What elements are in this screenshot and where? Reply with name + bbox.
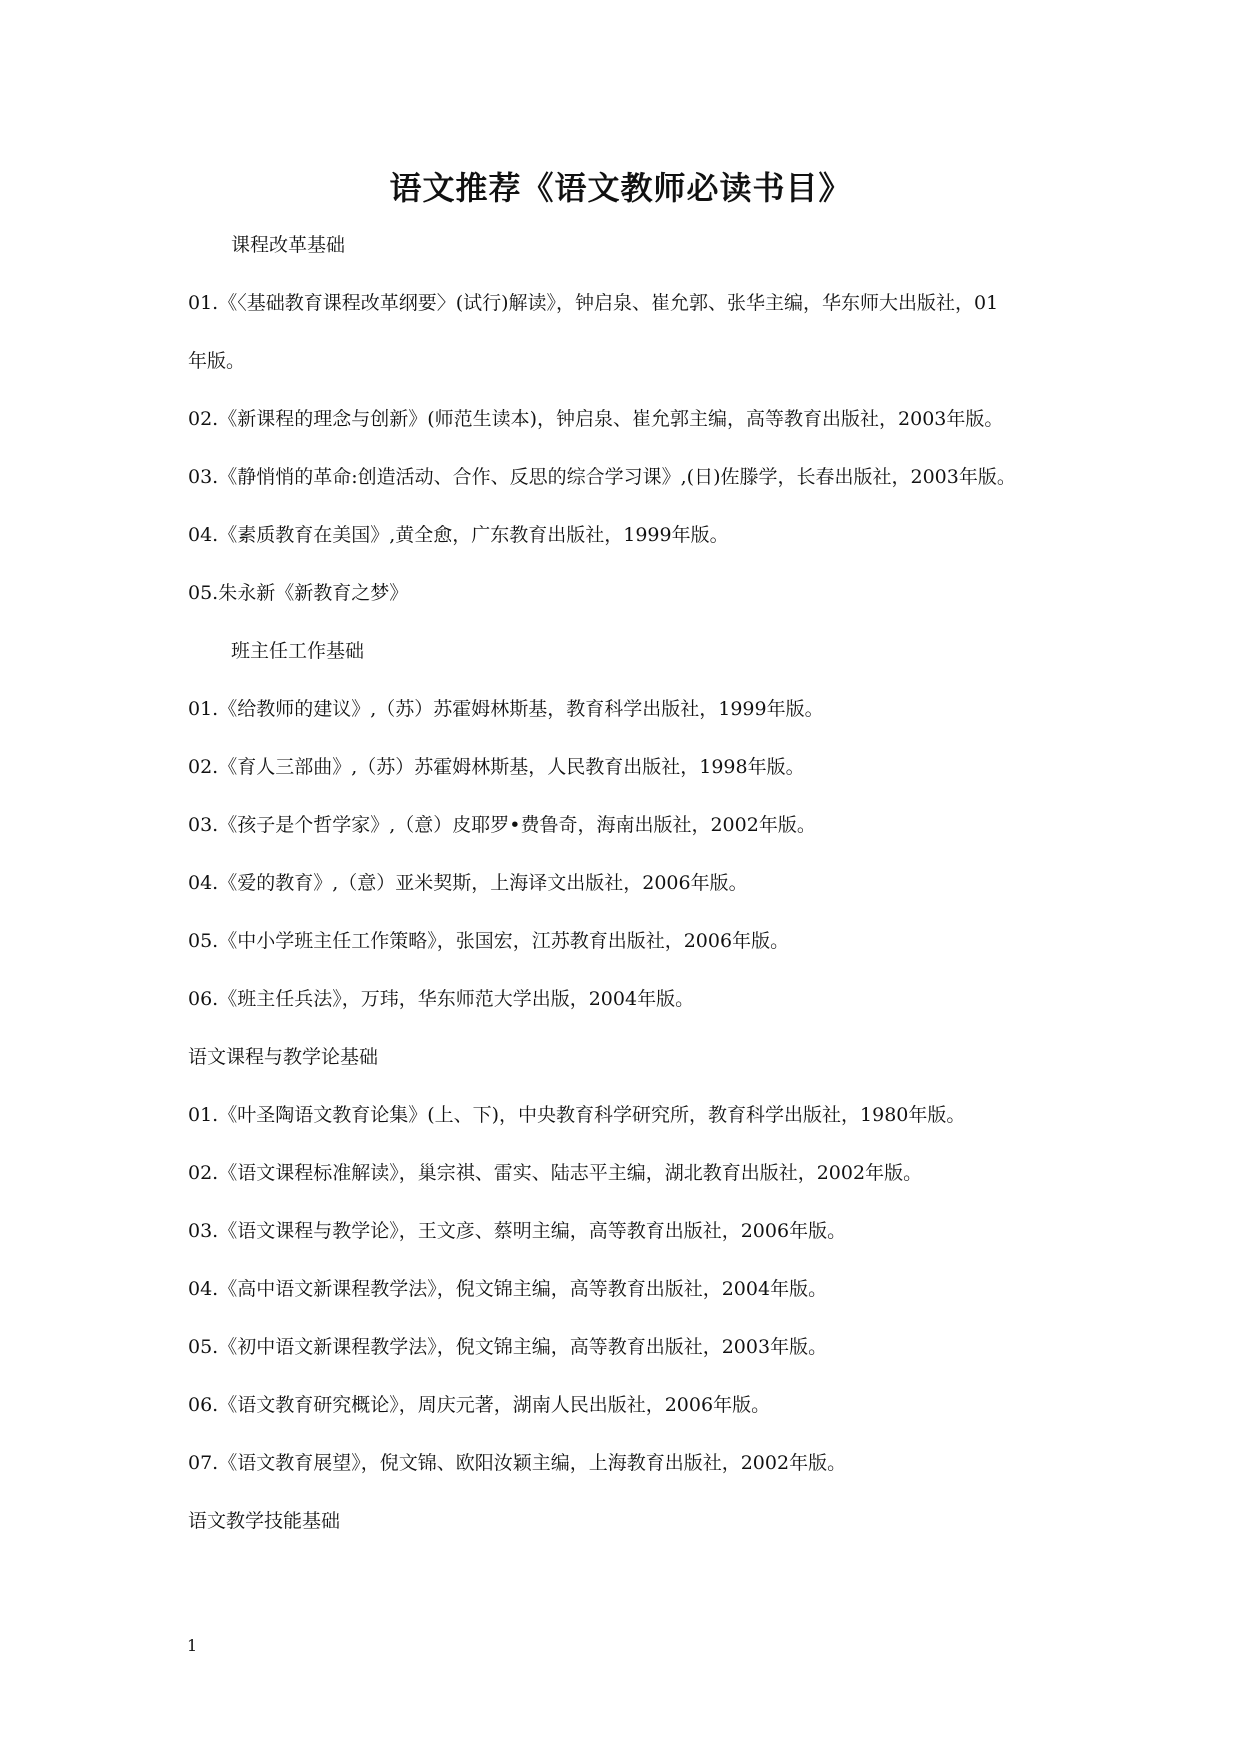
list-item: 06.《语文教育研究概论》，周庆元著，湖南人民出版社，2006年版。 bbox=[188, 1394, 771, 1416]
list-item: 05.《中小学班主任工作策略》，张国宏，江苏教育出版社，2006年版。 bbox=[188, 930, 790, 952]
list-item: 04.《高中语文新课程教学法》，倪文锦主编，高等教育出版社，2004年版。 bbox=[188, 1278, 828, 1300]
list-item: 05.《初中语文新课程教学法》，倪文锦主编，高等教育出版社，2003年版。 bbox=[188, 1336, 828, 1358]
list-item: 01.《叶圣陶语文教育论集》(上、下)，中央教育科学研究所，教育科学出版社，1980年版。 bbox=[188, 1104, 966, 1126]
section-heading-class-teacher: 班主任工作基础 bbox=[231, 640, 365, 662]
list-item: 05.朱永新《新教育之梦》 bbox=[188, 582, 409, 604]
page-title: 语文推荐《语文教师必读书目》 bbox=[389, 169, 852, 207]
list-item: 02.《语文课程标准解读》，巢宗祺、雷实、陆志平主编，湖北教育出版社，2002年版。 bbox=[188, 1162, 923, 1184]
list-item: 01.《给教师的建议》,（苏）苏霍姆林斯基，教育科学出版社，1999年版。 bbox=[188, 698, 824, 720]
list-item: 03.《静悄悄的革命:创造活动、合作、反思的综合学习课》,(日)佐滕学，长春出版社，2003年版。 bbox=[188, 466, 1016, 488]
section-heading-curriculum-reform: 课程改革基础 bbox=[231, 234, 346, 256]
list-item: 02.《育人三部曲》,（苏）苏霍姆林斯基，人民教育出版社，1998年版。 bbox=[188, 756, 805, 778]
list-item: 07.《语文教育展望》，倪文锦、欧阳汝颖主编，上海教育出版社，2002年版。 bbox=[188, 1452, 847, 1474]
list-item: 03.《孩子是个哲学家》,（意）皮耶罗•费鲁奇，海南出版社，2002年版。 bbox=[188, 814, 816, 836]
list-item: 04.《爱的教育》,（意）亚米契斯，上海译文出版社，2006年版。 bbox=[188, 872, 748, 894]
list-item: 02.《新课程的理念与创新》(师范生读本)，钟启泉、崔允郭主编，高等教育出版社，2003年版。 bbox=[188, 408, 1004, 430]
section-heading-chinese-curriculum: 语文课程与教学论基础 bbox=[188, 1046, 379, 1068]
list-item: 06.《班主任兵法》，万玮，华东师范大学出版，2004年版。 bbox=[188, 988, 695, 1010]
list-item: 年版。 bbox=[188, 350, 246, 372]
list-item: 04.《素质教育在美国》,黄全愈，广东教育出版社，1999年版。 bbox=[188, 524, 729, 546]
page-number: 1 bbox=[187, 1636, 198, 1655]
list-item: 03.《语文课程与教学论》，王文彦、蔡明主编，高等教育出版社，2006年版。 bbox=[188, 1220, 847, 1242]
section-heading-teaching-skills: 语文教学技能基础 bbox=[188, 1510, 341, 1532]
list-item: 01.《〈基础教育课程改革纲要〉(试行)解读》，钟启泉、崔允郭、张华主编，华东师大出版社，01 bbox=[188, 292, 999, 314]
